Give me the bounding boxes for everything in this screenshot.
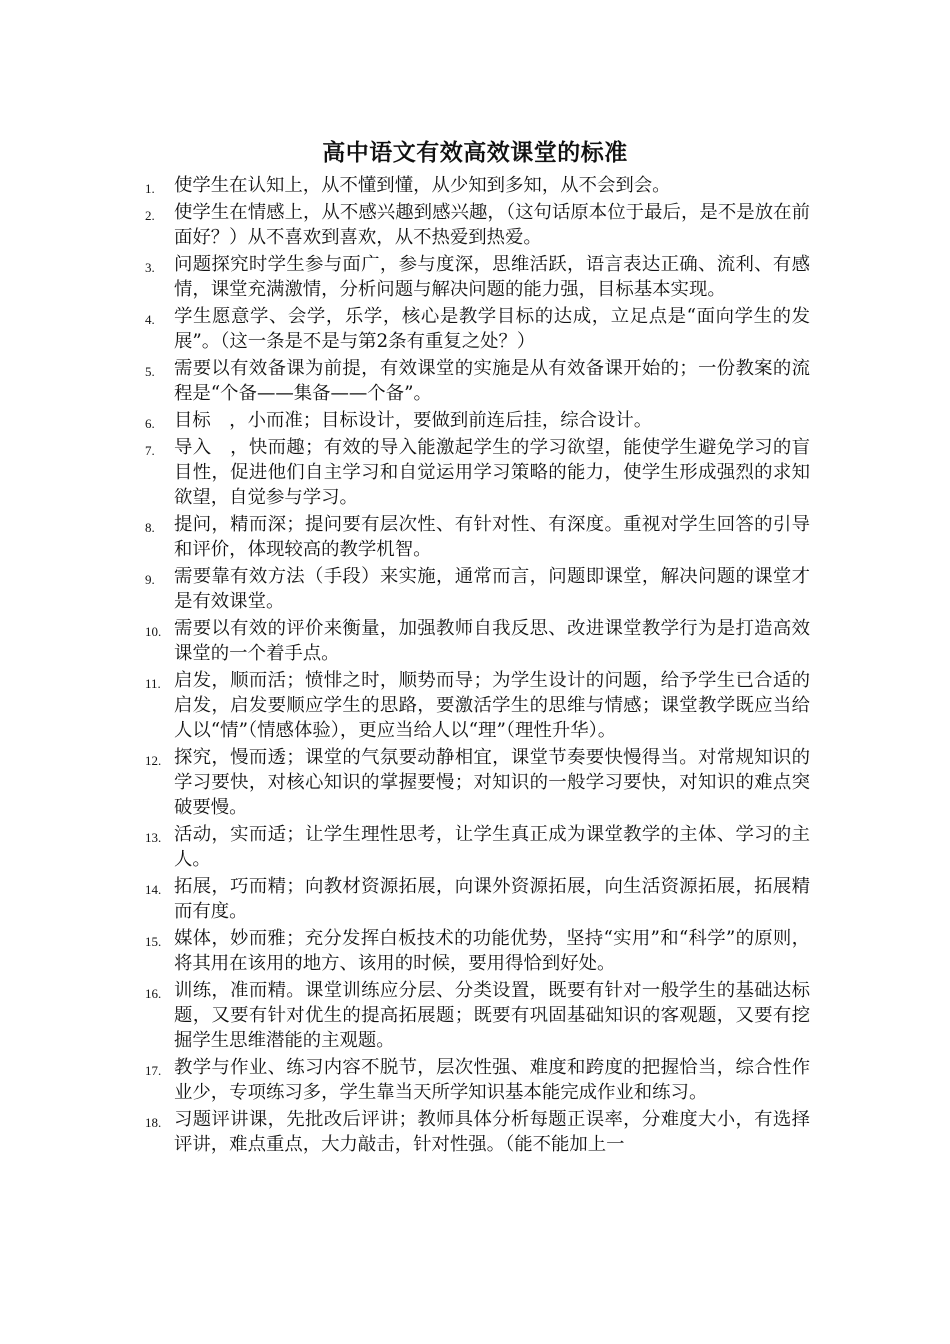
item-text: 习题评讲课，先批改后评讲；教师具体分析每题正误率，分难度大小，有选择评讲，难点重点，大力敲击，针对性强。（能不能加上一: [174, 1109, 810, 1155]
item-text: 需要以有效备课为前提，有效课堂的实施是从有效备课开始的；一份教案的流程是“个备——集备——个备”。: [174, 358, 810, 404]
item-number: 15.: [145, 934, 162, 949]
item-text: 媒体，妙而雅；充分发挥白板技术的功能优势，坚持“实用”和“科学”的原则，将其用在该用的地方、该用的时候，要用得恰到好处。: [174, 928, 810, 974]
item-text: 需要靠有效方法（手段）来实施，通常而言，问题即课堂，解决问题的课堂才是有效课堂。: [174, 566, 810, 612]
item-number: 16.: [145, 986, 162, 1001]
item-number: 14.: [145, 882, 162, 897]
item-text: 使学生在情感上，从不感兴趣到感兴趣，（这句话原本位于最后，是不是放在前面好？）从不喜欢到喜欢，从不热爱到热爱。: [174, 202, 810, 248]
list-item: [0, 616, 950, 666]
list-item: [0, 1055, 950, 1105]
list-item: [0, 304, 950, 354]
list-item: [0, 408, 950, 433]
item-number: 4.: [145, 312, 155, 327]
item-number: 2.: [145, 208, 155, 223]
item-text: 探究，慢而透；课堂的气氛要动静相宜，课堂节奏要快慢得当。对常规知识的学习要快，对核心知识的掌握要慢；对知识的一般学习要快，对知识的难点突破要慢。: [174, 747, 810, 818]
list-item: [0, 822, 950, 872]
item-number: 17.: [145, 1063, 162, 1078]
item-number: 11.: [145, 676, 161, 691]
list-item: [0, 564, 950, 614]
item-text: 使学生在认知上，从不懂到懂，从少知到多知，从不会到会。: [174, 175, 671, 196]
list-item: [0, 356, 950, 406]
item-text: 学生愿意学、会学，乐学，核心是教学目标的达成，立足点是“面向学生的发展”。（这一条是不是与第2条有重复之处？）: [174, 306, 810, 352]
standards-list: [0, 173, 950, 1159]
document-title: 高中语文有效高效课堂的标准: [322, 139, 628, 166]
item-text: 启发，顺而活；愤悱之时，顺势而导；为学生设计的问题，给予学生已合适的启发，启发要顺应学生的思路，要激活学生的思维与情感；课堂教学既应当给人以“情”（情感体验），更应当给人以“理”（理性升华）。: [174, 670, 810, 741]
item-number: 6.: [145, 416, 155, 431]
item-number: 7.: [145, 443, 155, 458]
item-number: 9.: [145, 572, 155, 587]
list-item: [0, 978, 950, 1053]
item-text: 需要以有效的评价来衡量，加强教师自我反思、改进课堂教学行为是打造高效课堂的一个着手点。: [174, 618, 810, 664]
item-text: 目标 ，小而准；目标设计，要做到前连后挂，综合设计。: [174, 410, 653, 431]
list-item: [0, 200, 950, 250]
list-item: [0, 874, 950, 924]
item-number: 13.: [145, 830, 162, 845]
item-number: 8.: [145, 520, 155, 535]
item-number: 10.: [145, 624, 162, 639]
item-text: 问题探究时学生参与面广，参与度深，思维活跃，语言表达正确、流利、有感情，课堂充满激情，分析问题与解决问题的能力强，目标基本实现。: [174, 254, 810, 300]
list-item: [0, 1107, 950, 1157]
item-text: 导入 ，快而趣；有效的导入能激起学生的学习欲望，能使学生避免学习的盲目性，促进他们自主学习和自觉运用学习策略的能力，使学生形成强烈的求知欲望，自觉参与学习。: [174, 437, 810, 508]
list-item: [0, 926, 950, 976]
item-text: 教学与作业、练习内容不脱节，层次性强、难度和跨度的把握恰当，综合性作业少，专项练习多，学生靠当天所学知识基本能完成作业和练习。: [174, 1057, 810, 1103]
item-text: 提问，精而深；提问要有层次性、有针对性、有深度。重视对学生回答的引导和评价，体现较高的教学机智。: [174, 514, 810, 560]
list-item: [0, 668, 950, 743]
item-number: 5.: [145, 364, 155, 379]
item-number: 18.: [145, 1115, 162, 1130]
list-item: [0, 745, 950, 820]
item-number: 1.: [145, 181, 155, 196]
item-number: 12.: [145, 753, 162, 768]
list-item: [0, 435, 950, 510]
item-text: 活动，实而适；让学生理性思考，让学生真正成为课堂教学的主体、学习的主人。: [174, 824, 810, 870]
item-text: 拓展，巧而精；向教材资源拓展，向课外资源拓展，向生活资源拓展，拓展精而有度。: [174, 876, 810, 922]
list-item: [0, 252, 950, 302]
item-number: 3.: [145, 260, 155, 275]
list-item: [0, 512, 950, 562]
list-item: [0, 173, 950, 198]
item-text: 训练，准而精。课堂训练应分层、分类设置，既要有针对一般学生的基础达标题，又要有针对优生的提高拓展题；既要有巩固基础知识的客观题，又要有挖掘学生思维潜能的主观题。: [174, 980, 810, 1051]
